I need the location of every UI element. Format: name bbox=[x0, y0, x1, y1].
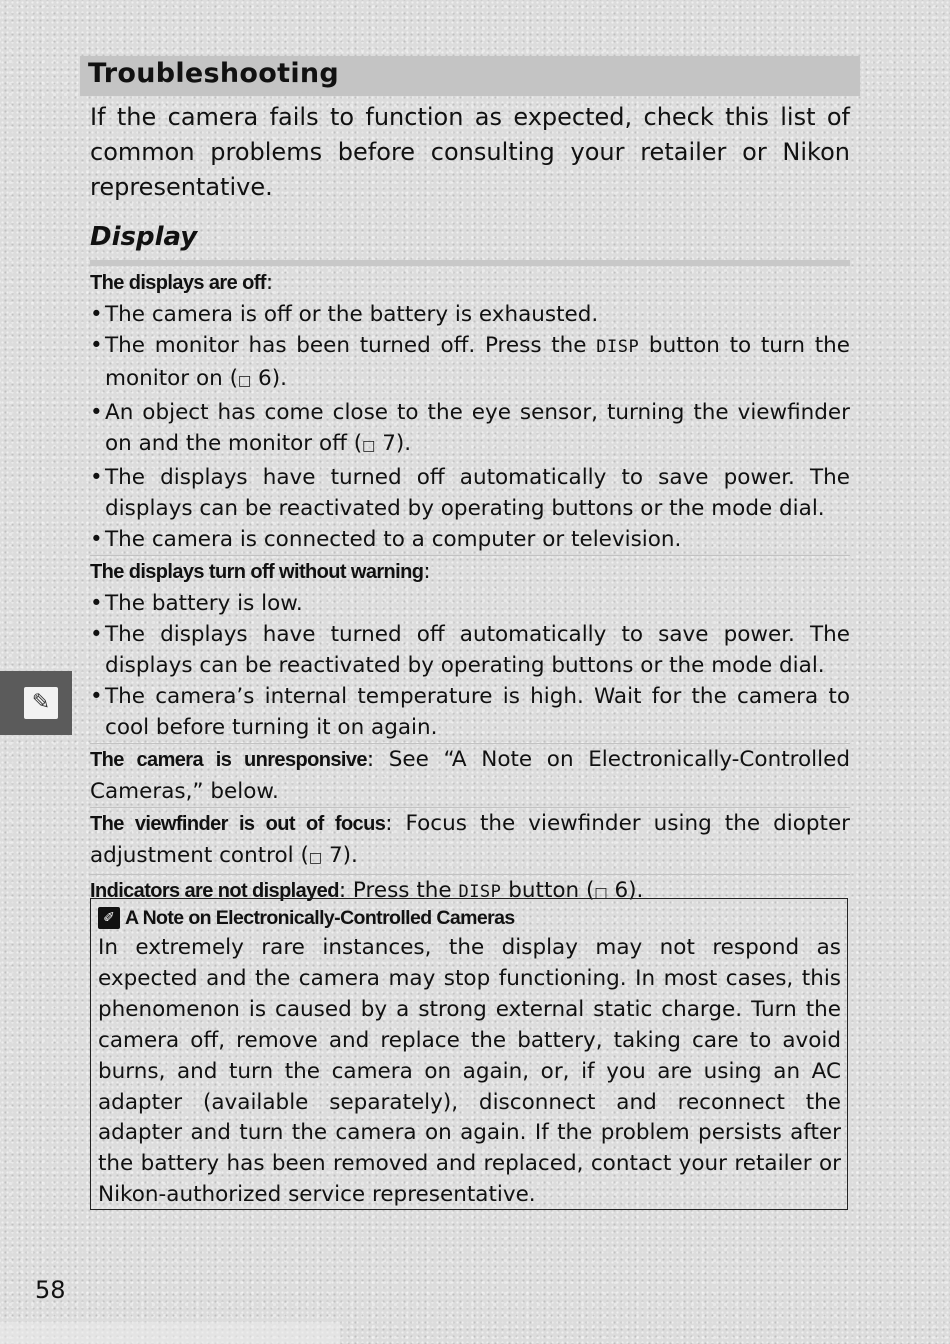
side-tab bbox=[0, 671, 72, 735]
entry-lead: The viewfinder is out of focus bbox=[90, 813, 386, 835]
note-box bbox=[90, 898, 848, 1210]
intro-paragraph: If the camera fails to function as expected, check this list of common problems before consulting your retailer or Nikon representative. bbox=[90, 103, 850, 201]
entry-lead: Indicators are not displayed bbox=[90, 880, 339, 902]
note-title: A Note on Electronically-Controlled Cameras bbox=[125, 906, 515, 929]
bullet: • bbox=[90, 333, 103, 358]
bullet: • bbox=[90, 622, 103, 647]
bullet: • bbox=[90, 302, 103, 327]
entry-viewfinder-focus: The viewfinder is out of focus: Focus the viewfinder using the diopter adjustment control (□ 7). bbox=[90, 808, 850, 875]
page-reference-icon: □ bbox=[362, 438, 376, 454]
list-item: • The monitor has been turned off. Press the DISP button to turn the monitor on (□ 6). bbox=[90, 330, 850, 397]
disp-button-label: DISP bbox=[458, 882, 502, 902]
note-pencil-icon: ✐ bbox=[98, 907, 120, 929]
section-heading: Display bbox=[90, 222, 198, 252]
bottom-band bbox=[0, 1322, 340, 1344]
note-header bbox=[98, 903, 841, 933]
troubleshooting-pen-icon: ✎ bbox=[24, 687, 58, 719]
list-item: • The camera is connected to a computer or television. bbox=[90, 524, 850, 555]
page-title: Troubleshooting bbox=[88, 58, 340, 89]
page-reference-icon: □ bbox=[308, 850, 323, 866]
page-reference-icon: □ bbox=[594, 885, 608, 901]
bullet: • bbox=[90, 684, 103, 709]
bullet: • bbox=[90, 527, 103, 552]
entry-lead: The displays turn off without warning bbox=[90, 561, 424, 583]
list-item: • The displays have turned off automatically to save power. The displays can be reactivated by operating buttons or the mode dial. bbox=[90, 462, 850, 524]
bullet: • bbox=[90, 465, 103, 490]
entry-displays-turn-off: The displays turn off without warning: • The battery is low. • The displays have turned off automatically to save power. The displays can be reactivated by operating buttons or the mode dial. • The camera’s internal temperature is high. Wait for the camera to cool before turning it on again. bbox=[90, 556, 850, 744]
disp-button-label: DISP bbox=[596, 337, 640, 357]
list-item: • An object has come close to the eye sensor, turning the viewfinder on and the monitor off (□ 7). bbox=[90, 397, 850, 462]
page-number: 58 bbox=[35, 1276, 66, 1304]
list-item: • The camera is off or the battery is exhausted. bbox=[90, 299, 850, 330]
section-rule bbox=[90, 260, 850, 266]
entry-lead: The displays are off bbox=[90, 272, 266, 294]
bullet: • bbox=[90, 400, 103, 425]
entry-indicators: Indicators are not displayed: Press the DISP button (□ 6). bbox=[90, 878, 644, 903]
bullet: • bbox=[90, 591, 103, 616]
entry-lead: The camera is unresponsive bbox=[90, 749, 367, 771]
entry-camera-unresponsive: The camera is unresponsive: See “A Note on Electronically-Controlled Cameras,” below. bbox=[90, 744, 850, 808]
note-text: In extremely rare instances, the display may not respond as expected and the camera may stop functioning. In most cases, this phenomenon is caused by a strong external static charge. Turn the camera off, remove and replace the battery, taking care to avoid burns, and turn the camera on again, or, if you are using an AC adapter (available separately), disconnect and reconnect the adapter and turn the camera on again. If the problem persists after the battery has been removed and replaced, contact your retailer or Nikon-authorized service representative. bbox=[98, 935, 841, 1208]
troubleshooting-list bbox=[90, 267, 850, 909]
title-bar bbox=[80, 56, 860, 96]
list-item: • The camera’s internal temperature is high. Wait for the camera to cool before turning it on again. bbox=[90, 681, 850, 743]
entry-displays-off: The displays are off: • The camera is off or the battery is exhausted. • The monitor has been turned off. Press the DISP button to turn the monitor on (□ 6). • An object has come close to the eye sensor, turning the viewfinder on and the monitor off (□ 7). • The displays have turned off automatically to save power. The displays can be reactivated by operating buttons or the mode dial. • The camera is connected to a computer or television. bbox=[90, 267, 850, 556]
page-reference-icon: □ bbox=[237, 373, 252, 389]
list-item: • The displays have turned off automatically to save power. The displays can be reactivated by operating buttons or the mode dial. bbox=[90, 619, 850, 681]
list-item: • The battery is low. bbox=[90, 588, 850, 619]
